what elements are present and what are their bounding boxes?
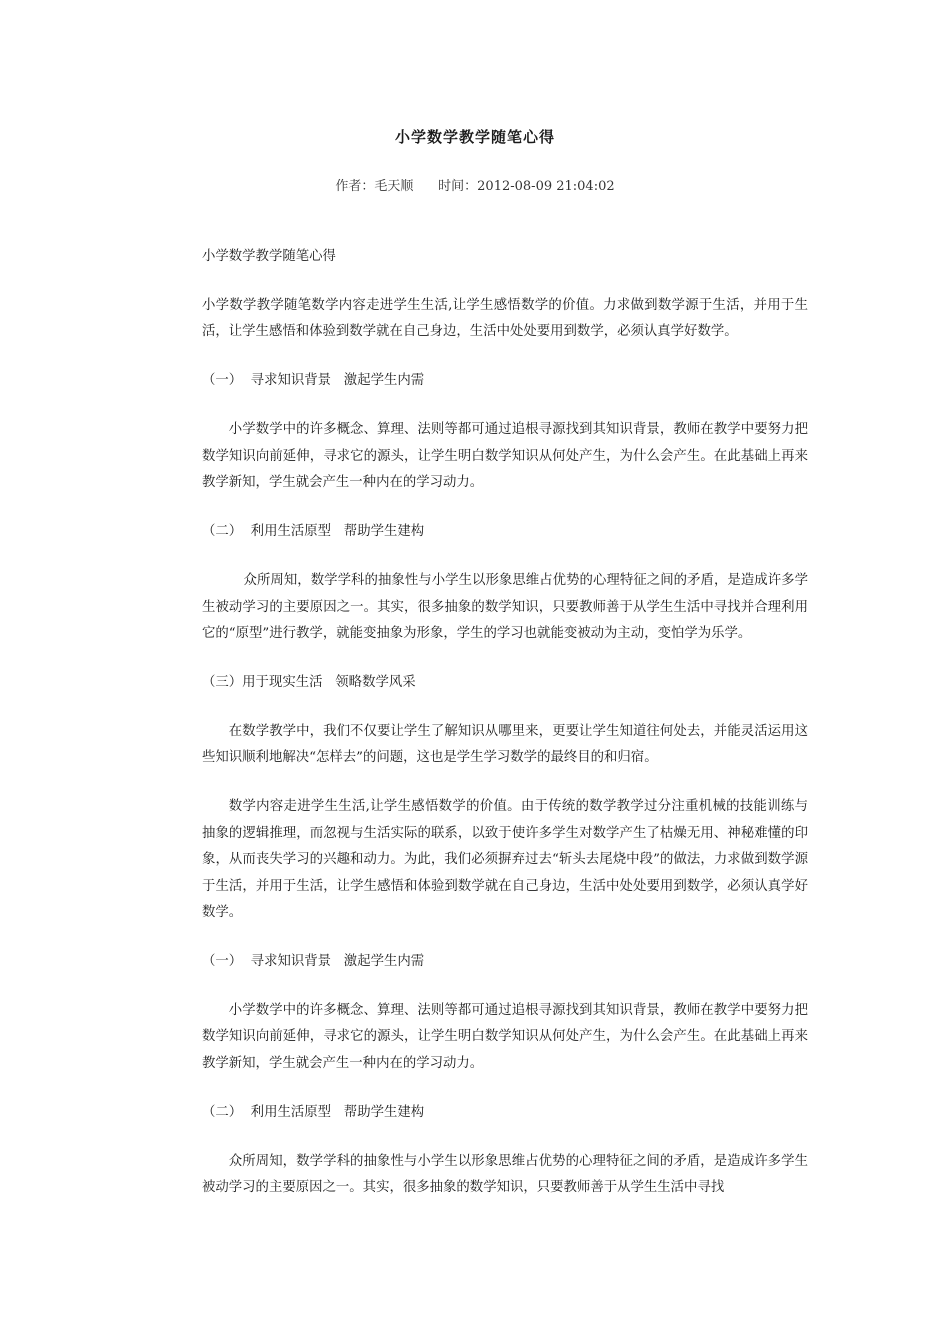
section-heading: （一） 寻求知识背景 激起学生内需: [202, 954, 425, 970]
body-paragraph: 小学数学中的许多概念、算理、法则等都可通过追根寻源找到其知识背景，教师在教学中要努力把数学知识向前延伸，寻求它的源头，让学生明白数学知识从何处产生，为什么会产生。在此基础上再来教学新知，学生就会产生一种内在的学习动力。: [202, 1003, 808, 1071]
body-subtitle: 小学数学教学随笔心得: [202, 249, 336, 264]
section-heading: （二） 利用生活原型 帮助学生建构: [202, 524, 425, 540]
body-paragraph: 众所周知，数学学科的抽象性与小学生以形象思维占优势的心理特征之间的矛盾，是造成许多学生被动学习的主要原因之一。其实，很多抽象的数学知识，只要教师善于从学生生活中寻找并合理利用它的“原型”进行教学，就能变抽象为形象，学生的学习也就能变被动为主动，变怕学为乐学。: [202, 573, 808, 642]
section-heading: （二） 利用生活原型 帮助学生建构: [202, 1104, 425, 1120]
document-body: [202, 244, 808, 1224]
section-heading: （一） 寻求知识背景 激起学生内需: [202, 373, 425, 389]
body-paragraph: 在数学教学中，我们不仅要让学生了解知识从哪里来，更要让学生知道往何处去，并能灵活运用这些知识顺利地解决“怎样去”的问题，这也是学生学习数学的最终目的和归宿。: [202, 724, 808, 766]
time-label: 时间：2012-08-09 21:04:02: [438, 179, 615, 194]
author-label: 作者：毛天顺: [335, 179, 414, 194]
meta-spacer: [413, 179, 438, 194]
body-paragraph: 小学数学教学随笔数学内容走进学生生活,让学生感悟数学的价值。力求做到数学源于生活，并用于生活，让学生感悟和体验到数学就在自己身边，生活中处处要用到数学，必须认真学好数学。: [202, 298, 808, 340]
body-paragraph: 数学内容走进学生生活,让学生感悟数学的价值。由于传统的数学教学过分注重机械的技能训练与抽象的逻辑推理，而忽视与生活实际的联系，以致于使许多学生对数学产生了枯燥无用、神秘难懂的印象，从而丧失学习的兴趣和动力。为此，我们必须摒弃过去“斩头去尾烧中段”的做法，力求做到数学源于生活，并用于生活，让学生感悟和体验到数学就在自己身边，生活中处处要用到数学，必须认真学好数学。: [202, 799, 808, 921]
document-title: 小学数学教学随笔心得: [394, 128, 555, 146]
body-paragraph: 众所周知，数学学科的抽象性与小学生以形象思维占优势的心理特征之间的矛盾，是造成许多学生被动学习的主要原因之一。其实，很多抽象的数学知识，只要教师善于从学生生活中寻找: [202, 1153, 808, 1196]
section-heading: （三）用于现实生活 领略数学风采: [202, 675, 416, 691]
document-meta: [0, 175, 950, 194]
body-paragraph: 小学数学中的许多概念、算理、法则等都可通过追根寻源找到其知识背景，教师在教学中要努力把数学知识向前延伸，寻求它的源头，让学生明白数学知识从何处产生，为什么会产生。在此基础上再来教学新知，学生就会产生一种内在的学习动力。: [202, 422, 808, 491]
